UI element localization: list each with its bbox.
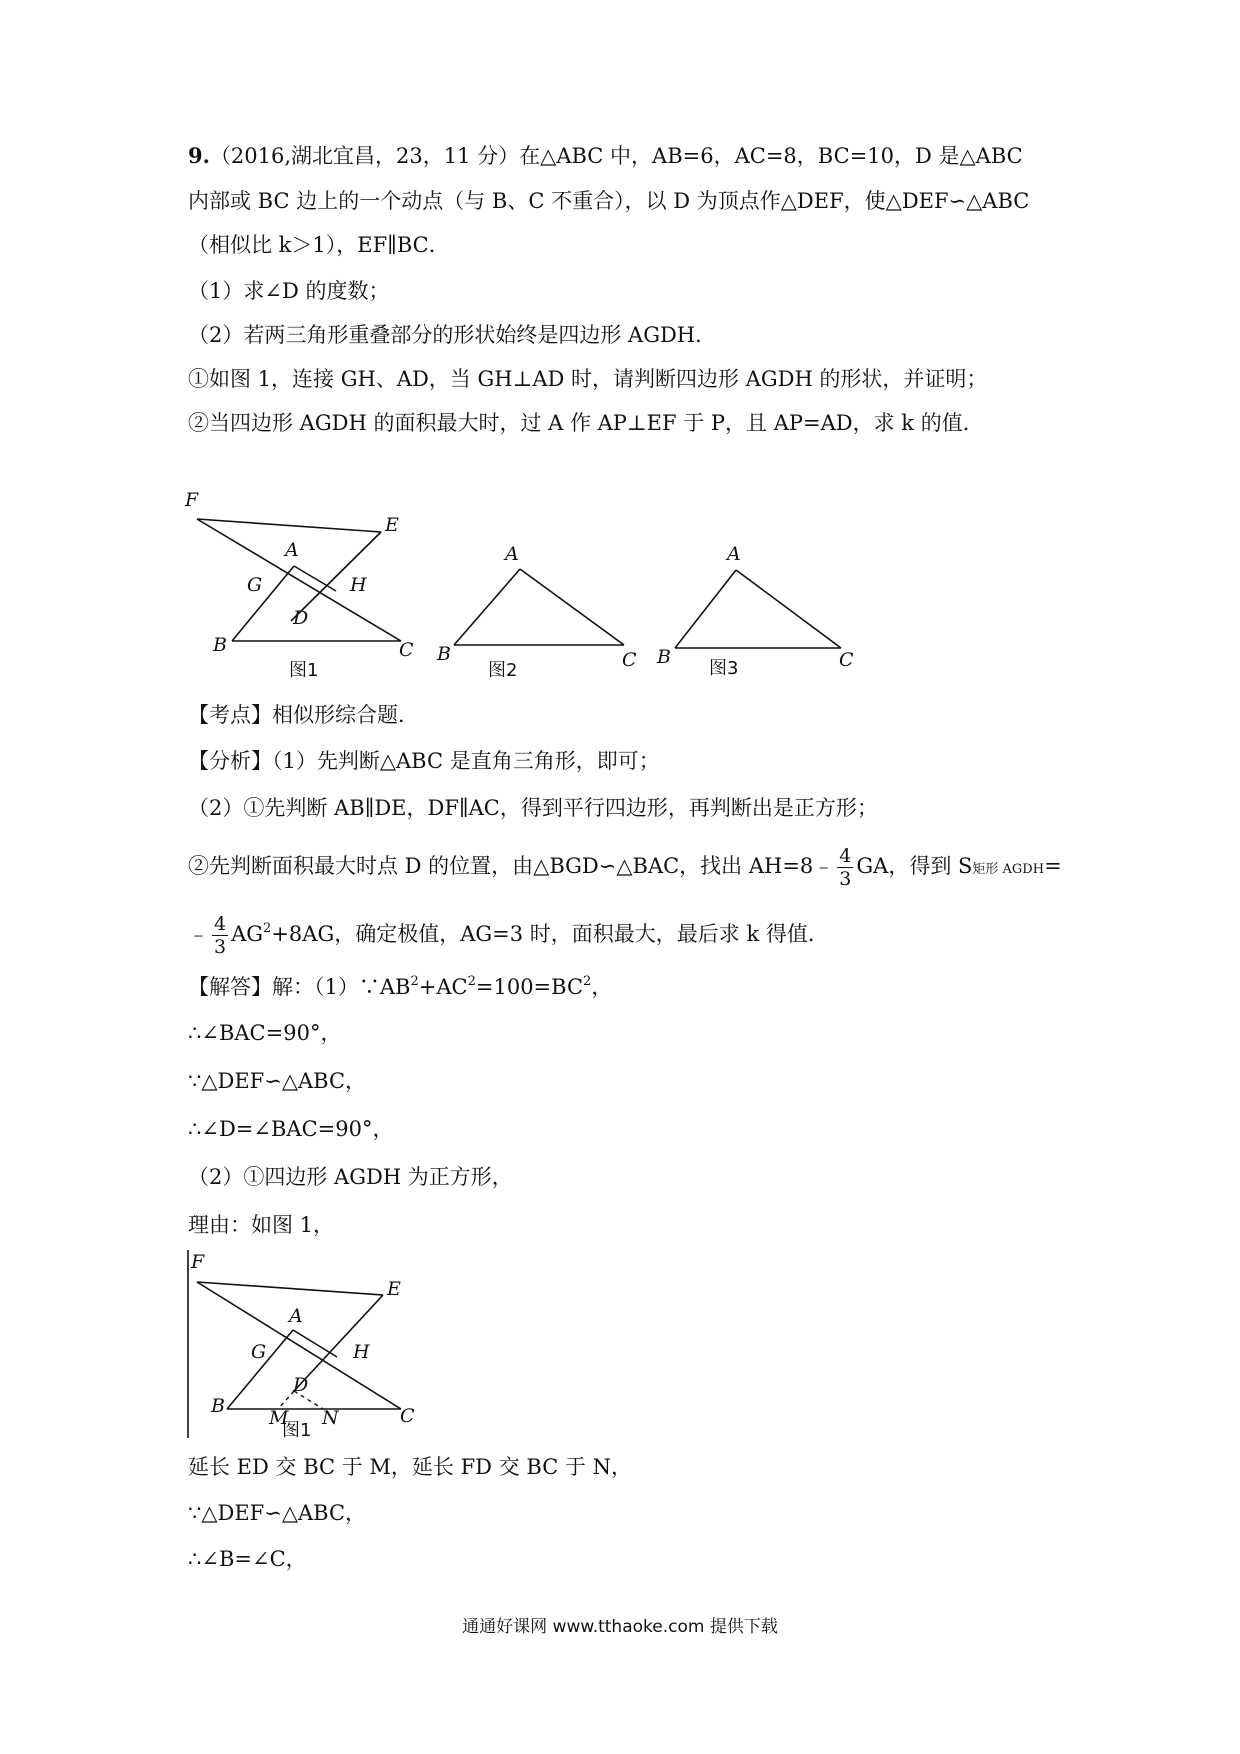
problem-line-2: 内部或 BC 边上的一个动点（与 B、C 不重合），以 D 为顶点作△DEF，使△DEF∽△ABC <box>188 189 1030 213</box>
label-M: M <box>269 1407 289 1429</box>
label-C: C <box>622 649 637 671</box>
label-A: A <box>285 539 299 561</box>
label-F: F <box>191 1251 205 1273</box>
label-D: D <box>293 607 309 629</box>
figure-3-caption: 图3 <box>709 658 739 679</box>
solution-line-3: ∵△DEF∽△ABC， <box>188 1069 367 1093</box>
label-G: G <box>251 1341 267 1363</box>
label-N: N <box>322 1407 339 1429</box>
question-2-part-1: ①如图 1，连接 GH、AD，当 GH⊥AD 时，请判断四边形 AGDH 的形状，并证明； <box>188 367 988 391</box>
figure-1-repeat-caption: 图1 <box>282 1420 312 1441</box>
analysis-line-4: ﹣ $\frac{4}{3}$ $AG^2+8AG$，确定极值，AG=3 时，面积最大，最后求 k 得值． <box>188 913 829 958</box>
label-H: H <box>350 574 367 596</box>
solution-line-6: 理由：如图 1， <box>188 1213 335 1237</box>
label-E: E <box>387 1278 401 1300</box>
solution-line-1: 【解答】解：$(1)\because AB^2+AC^2=100=BC^2$， <box>188 974 613 999</box>
figure-1-diagram <box>185 488 425 688</box>
subscript: 矩形 AGDH <box>972 862 1045 877</box>
problem-line-1: 9.（2016,湖北宜昌，23，11 分）在△ABC 中，AB=6，AC=8，BC=10，D 是△ABC <box>188 143 1023 168</box>
question-2: （2）若两三角形重叠部分的形状始终是四边形 AGDH． <box>188 323 717 347</box>
solution-line-2: ∴∠BAC=90°， <box>188 1021 342 1045</box>
solution-line-7: 延长 ED 交 BC 于 M，延长 FD 交 BC 于 N， <box>188 1455 632 1479</box>
label-F: F <box>185 489 199 511</box>
problem-line-3: （相似比 k＞1），EF∥BC． <box>188 233 450 257</box>
label-D: D <box>293 1374 309 1396</box>
solution-line-9: ∴∠B=∠C， <box>188 1547 307 1571</box>
label-B: B <box>657 646 671 668</box>
label-E: E <box>385 514 399 536</box>
figure-3-diagram <box>655 540 875 685</box>
solution-line-4: ∴∠D=∠BAC=90°， <box>188 1117 394 1141</box>
kaodian-line: 【考点】相似形综合题． <box>188 703 419 727</box>
analysis-line-1: 【分析】（1）先判断△ABC 是直角三角形，即可； <box>188 749 660 773</box>
label-B: B <box>211 1395 225 1417</box>
figure-1-caption: 图1 <box>289 660 319 681</box>
label-A: A <box>289 1305 303 1327</box>
label-C: C <box>839 649 854 671</box>
footer-text: 通通好课网 www.tthaoke.com 提供下载 <box>462 1617 778 1637</box>
question-1: （1）求∠D 的度数； <box>188 279 390 303</box>
label-B: B <box>437 643 451 665</box>
label-A: A <box>727 543 741 565</box>
question-2-part-2: ②当四边形 AGDH 的面积最大时，过 A 作 AP⊥EF 于 P，且 AP=AD，求 k 的值． <box>188 411 984 435</box>
label-H: H <box>353 1341 370 1363</box>
figure-2-diagram <box>435 540 655 685</box>
figure-1-repeat-diagram <box>185 1250 425 1445</box>
label-G: G <box>247 574 263 596</box>
label-B: B <box>213 634 227 656</box>
label-C: C <box>400 1405 415 1427</box>
solution-line-5: （2）①四边形 AGDH 为正方形， <box>188 1165 513 1189</box>
label-A: A <box>505 543 519 565</box>
analysis-line-2: （2）①先判断 AB∥DE，DF∥AC，得到平行四边形，再判断出是正方形； <box>188 796 878 820</box>
label-C: C <box>399 639 414 661</box>
fraction: $\frac{4}{3}$ <box>839 845 852 890</box>
figure-2-caption: 图2 <box>488 660 518 681</box>
analysis-line-3: ②先判断面积最大时点 D 的位置，由△BGD∽△BAC，找出 AH=8﹣ $\frac{4}{3}$ GA，得到 S矩形 AGDH= <box>188 845 1062 890</box>
fraction: $\frac{4}{3}$ <box>214 913 227 958</box>
solution-line-8: ∵△DEF∽△ABC， <box>188 1501 367 1525</box>
problem-number: 9. <box>188 143 210 168</box>
